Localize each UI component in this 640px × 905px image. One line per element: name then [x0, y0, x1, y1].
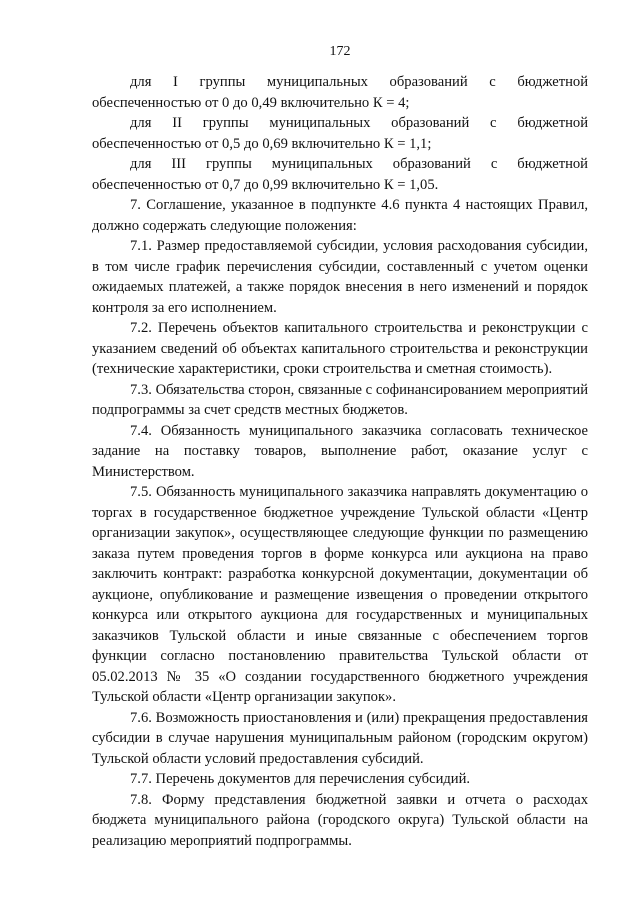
paragraph-7-1: 7.1. Размер предоставляемой субсидии, условия расходования субсидии, в том числе график перечисления субсидии, составленный с учетом оценки ожидаемых платежей, а также порядок внесения в него изменений и порядок контроля за его исполнением.: [92, 238, 588, 316]
paragraph-7-4: 7.4. Обязанность муниципального заказчика согласовать техническое задание на поставку товаров, выполнение работ, оказание услуг с Министерством.: [92, 422, 588, 480]
paragraph-7-3: 7.3. Обязательства сторон, связанные с софинансированием мероприятий подпрограммы за счет средств местных бюджетов.: [92, 381, 588, 418]
paragraph-group-3-coefficient: для III группы муниципальных образований с бюджетной обеспеченностью от 0,7 до 0,99 включительно К = 1,05.: [92, 156, 588, 193]
document-page: [92, 42, 588, 851]
paragraph-7-2: 7.2. Перечень объектов капитального строительства и реконструкции с указанием сведений об объектах капитального строительства и реконструкции (технические характеристики, сроки строительства и сметная стоимость).: [92, 320, 588, 377]
paragraph-group-2-coefficient: для II группы муниципальных образований с бюджетной обеспеченностью от 0,5 до 0,69 включительно К = 1,1;: [92, 115, 588, 152]
paragraph-7-5: 7.5. Обязанность муниципального заказчика направлять документацию о торгах в государственное бюджетное учреждение Тульской области «Центр организации закупок», осуществляющее следующие функции по размещению заказа путем проведения торгов в форме конкурса или аукциона на право заключить контракт: разработка конкурсной документации, документации об аукционе, опубликование и размещение извещения о проведении открытого конкурса или открытого аукциона для государственных и муниципальных заказчиков Тульской области и иные связанные с обеспечением торгов функции согласно постановлению правительства Тульской области от 05.02.2013 № 35 «О создании государственного бюджетного учреждения Тульской области «Центр организации закупок».: [92, 484, 588, 705]
paragraph-group-1-coefficient: для I группы муниципальных образований с бюджетной обеспеченностью от 0 до 0,49 включительно К = 4;: [92, 74, 588, 111]
paragraph-7-8: 7.8. Форму представления бюджетной заявки и отчета о расходах бюджета муниципального района (городского округа) Тульской области на реализацию мероприятий подпрограммы.: [92, 791, 588, 849]
document-body: [92, 72, 588, 851]
paragraph-7-7: 7.7. Перечень документов для перечисления субсидий.: [130, 771, 471, 787]
page-number: 172: [329, 44, 351, 59]
paragraph-7: 7. Соглашение, указанное в подпункте 4.6 пункта 4 настоящих Правил, должно содержать следующие положения:: [92, 197, 588, 234]
paragraph-7-6: 7.6. Возможность приостановления и (или) прекращения предоставления субсидии в случае нарушения муниципальным районом (городским округом) Тульской области условий предоставления субсидий.: [92, 709, 588, 767]
